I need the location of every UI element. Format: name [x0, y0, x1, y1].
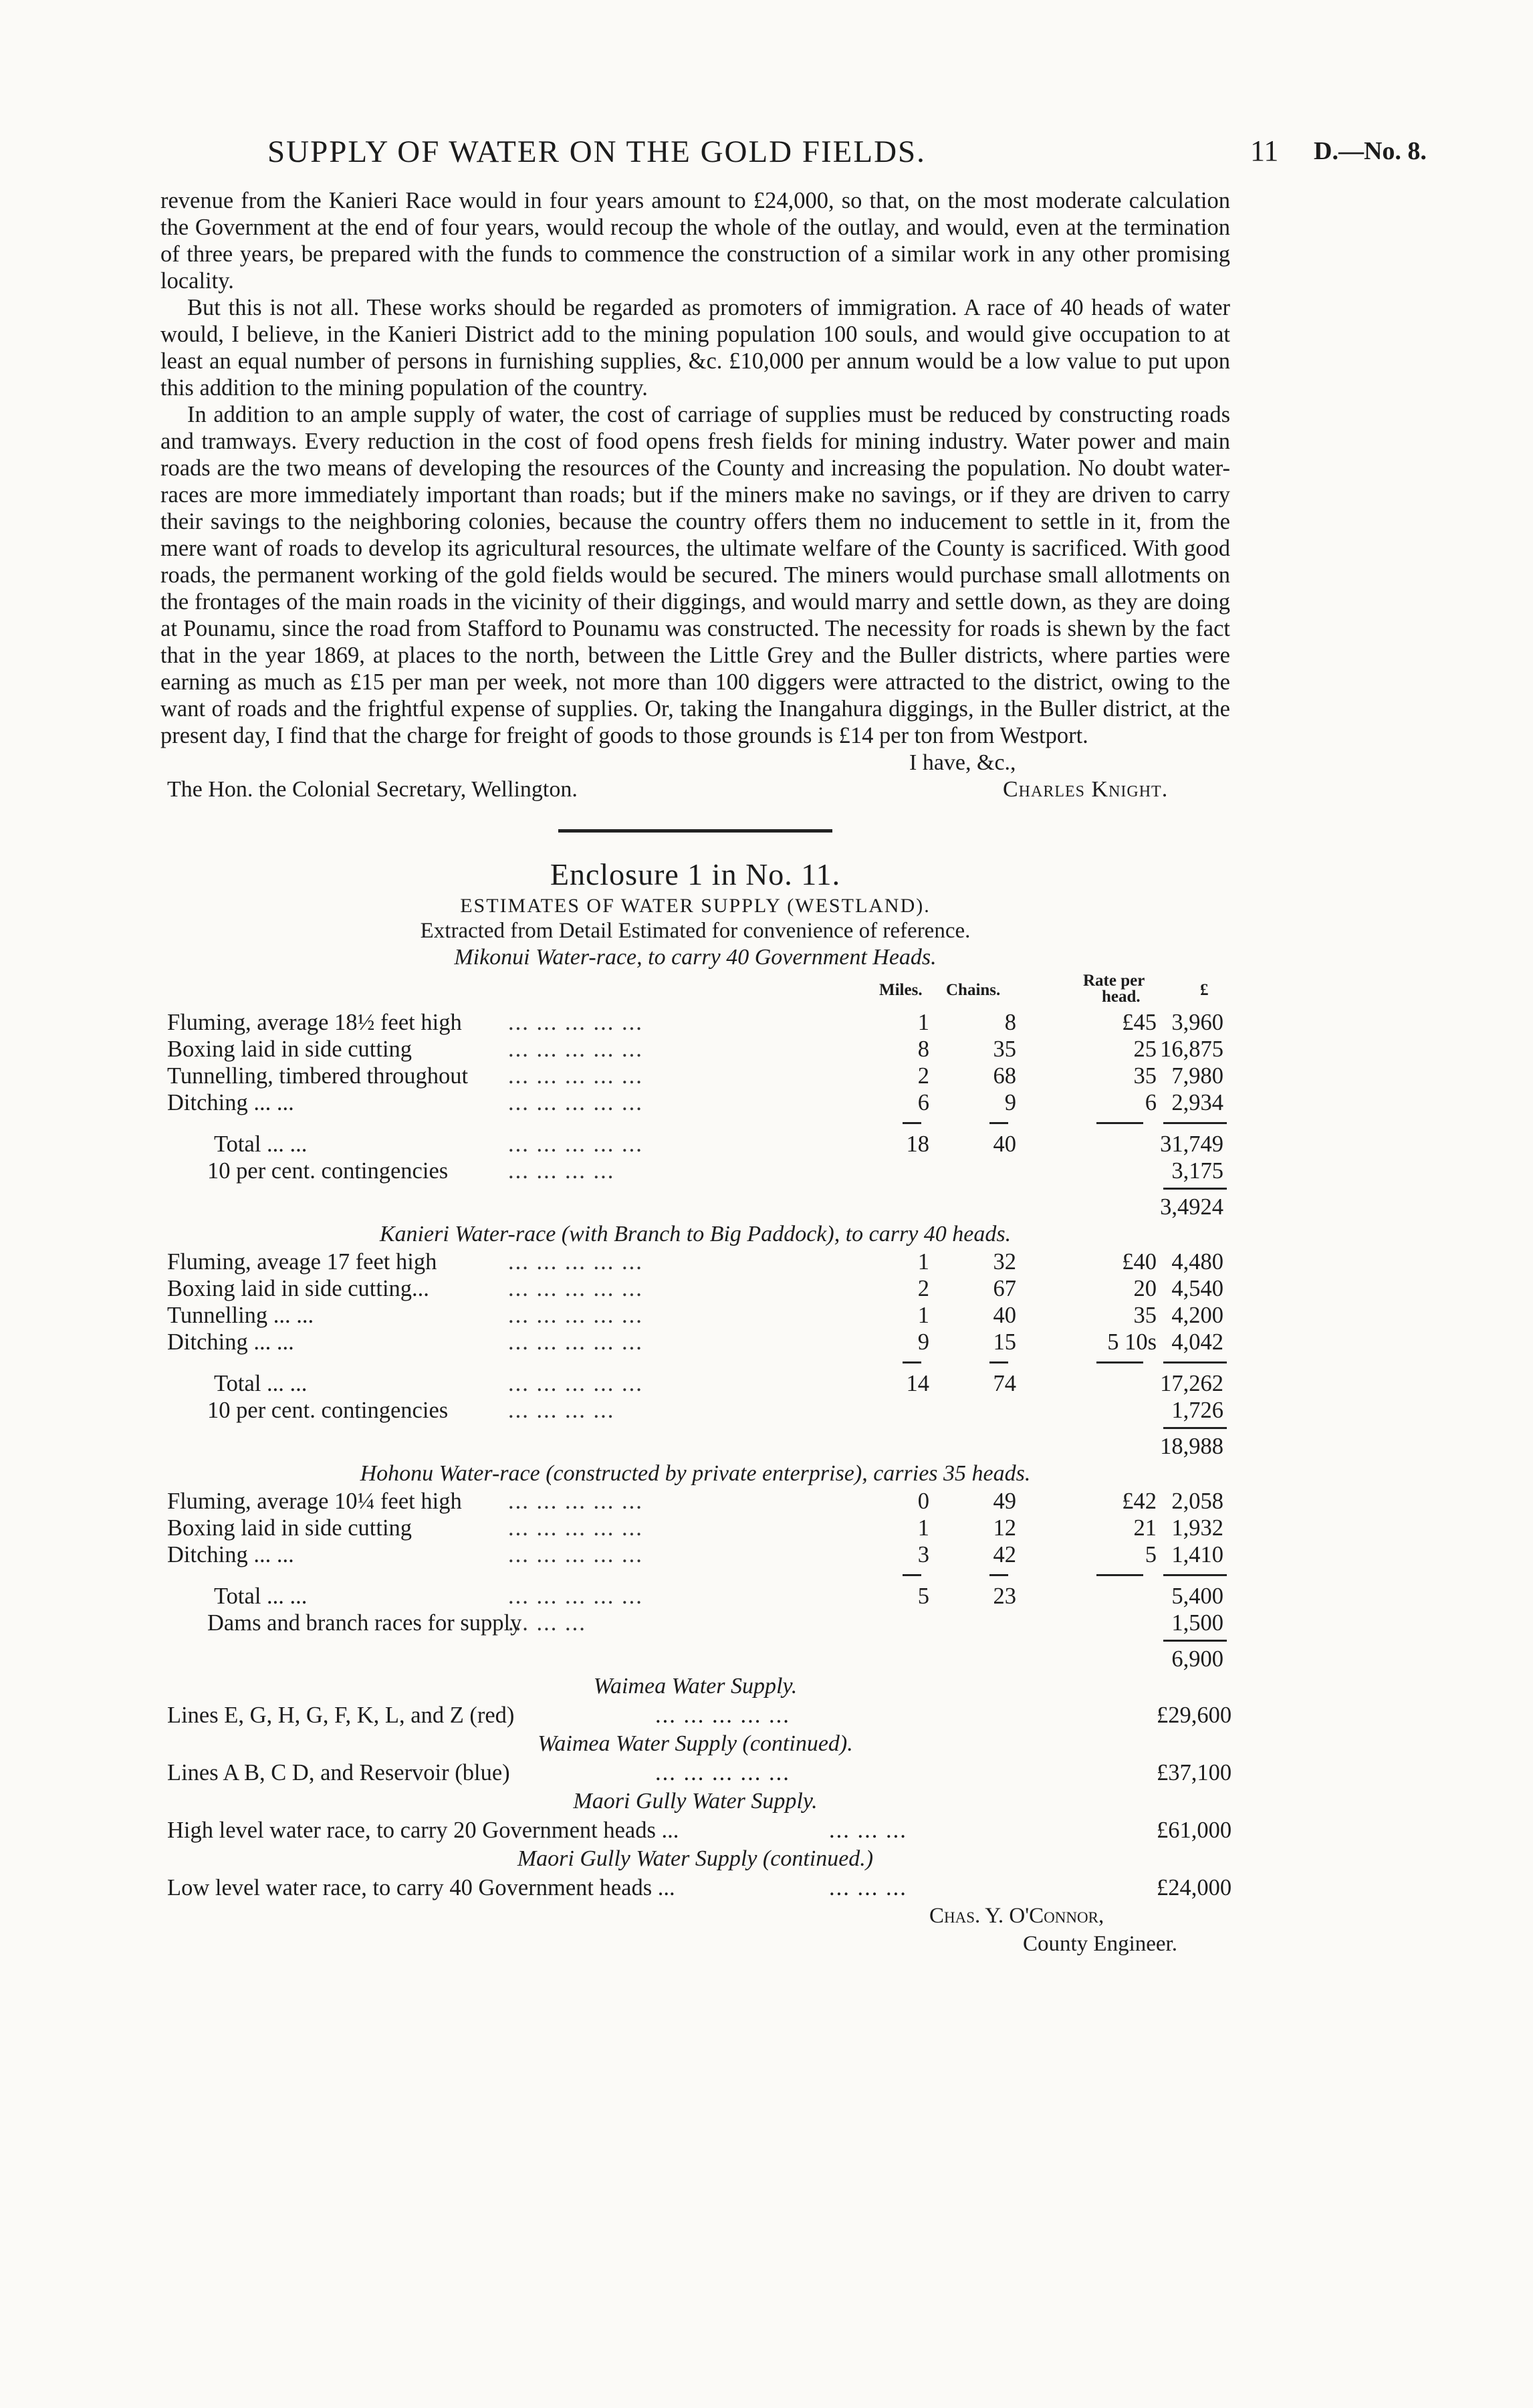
- total-row: [160, 1370, 1230, 1397]
- leader-dots: ... ... ... ... ...: [508, 1515, 643, 1541]
- table-row: [160, 1541, 1230, 1568]
- row-label: Fluming, average 18½ feet high: [167, 1010, 462, 1035]
- supply-line: [160, 1816, 1230, 1845]
- leader-dots: ... ... ... ... ...: [508, 1010, 643, 1035]
- miles-cell: 6: [917, 1090, 929, 1115]
- table-row: [160, 1488, 1230, 1515]
- rate-cell: 35: [1133, 1303, 1157, 1328]
- addressee: The Hon. the Colonial Secretary, Wellington.: [167, 777, 578, 802]
- document-page: [160, 134, 1427, 1964]
- row-label: Boxing laid in side cutting: [167, 1036, 412, 1062]
- chains-cell: 67: [993, 1276, 1016, 1301]
- contingency-label: 10 per cent. contingencies: [207, 1158, 449, 1184]
- miles-cell: 1: [917, 1515, 929, 1541]
- amount-cell: 4,480: [1171, 1249, 1223, 1275]
- page-title: SUPPLY OF WATER ON THE GOLD FIELDS.: [267, 134, 926, 169]
- total-row: [160, 1131, 1230, 1158]
- rate-cell: 35: [1133, 1063, 1157, 1089]
- miles-cell: 8: [917, 1036, 929, 1062]
- row-label: Ditching ... ...: [167, 1090, 294, 1115]
- leader-dots: ... ... ... ... ...: [508, 1090, 643, 1115]
- contingency-amount: 1,500: [1171, 1610, 1223, 1636]
- page-header: [160, 134, 1427, 187]
- miles-cell: 3: [917, 1542, 929, 1567]
- contingency-row: [160, 1397, 1230, 1424]
- leader-dots: ... ... ...: [829, 1875, 907, 1900]
- contingency-row: [160, 1158, 1230, 1184]
- chains-cell: 68: [993, 1063, 1016, 1089]
- miles-cell: 1: [917, 1010, 929, 1035]
- row-label: Fluming, aveage 17 feet high: [167, 1249, 437, 1275]
- leader-dots: ... ... ... ... ...: [508, 1371, 643, 1396]
- leader-dots: ... ... ... ... ...: [655, 1703, 790, 1728]
- chains-cell: 32: [993, 1249, 1016, 1275]
- subtotal-rules: [160, 1116, 1230, 1131]
- signature-title: County Engineer.: [1023, 1932, 1177, 1956]
- chains-cell: 8: [1004, 1010, 1016, 1035]
- col-rate-bottom: head.: [1102, 988, 1141, 1006]
- paragraph: But this is not all. These works should be regarded as promoters of immigration. A race of 40 heads of water would, I believe, in the Kanieri District add to the mining population 100 souls, and would give occupation to at least an equal number of persons in furnishing supplies, &c. £10,000 per annum would be a low value to put upon this addition to the mining population of the country.: [160, 295, 1230, 401]
- section-divider: [558, 829, 832, 833]
- grand-total: 6,900: [1171, 1646, 1223, 1672]
- section-heading: Mikonui Water-race, to carry 40 Government Heads.: [454, 945, 937, 970]
- leader-dots: ... ... ... ... ...: [508, 1489, 643, 1514]
- supply-line: [160, 1758, 1230, 1787]
- enclosure-title: Enclosure 1 in No. 11.: [550, 857, 841, 891]
- contingency-row: [160, 1610, 1230, 1636]
- sum-rule: [160, 1424, 1230, 1433]
- chains-cell: 35: [993, 1036, 1016, 1062]
- chains-cell: 49: [993, 1489, 1016, 1514]
- col-rate-top: Rate per: [1083, 972, 1145, 990]
- supply-label: Low level water race, to carry 40 Government heads ...: [167, 1875, 675, 1900]
- table-row: [160, 1036, 1230, 1063]
- leader-dots: ... ... ... ... ...: [508, 1036, 643, 1062]
- leader-dots: ... ... ...: [829, 1818, 907, 1843]
- rate-cell: 21: [1133, 1515, 1157, 1541]
- amount-cell: 2,934: [1171, 1090, 1223, 1115]
- table-row: [160, 1248, 1230, 1275]
- rate-cell: 6: [1145, 1090, 1157, 1115]
- enclosure-note: Extracted from Detail Estimated for convenience of reference.: [420, 919, 971, 943]
- page-number: 11: [1250, 134, 1279, 167]
- total-label: Total ... ...: [214, 1371, 308, 1396]
- row-label: Tunnelling ... ...: [167, 1303, 314, 1328]
- leader-dots: ... ... ... ... ...: [508, 1249, 643, 1275]
- chains-cell: 42: [993, 1542, 1016, 1567]
- row-label: Boxing laid in side cutting: [167, 1515, 412, 1541]
- miles-cell: 1: [917, 1249, 929, 1275]
- amount-cell: 4,200: [1171, 1303, 1223, 1328]
- contingency-amount: 3,175: [1171, 1158, 1223, 1184]
- total-miles: 18: [906, 1131, 929, 1157]
- row-label: Ditching ... ...: [167, 1329, 294, 1355]
- table-row: [160, 1329, 1230, 1355]
- leader-dots: ... ... ... ... ...: [655, 1760, 790, 1785]
- total-chains: 40: [993, 1131, 1016, 1157]
- miles-cell: 2: [917, 1276, 929, 1301]
- grand-total: 3,4924: [1160, 1194, 1223, 1220]
- rate-cell: 20: [1133, 1276, 1157, 1301]
- miles-cell: 0: [917, 1489, 929, 1514]
- rate-cell: £45: [1122, 1010, 1157, 1035]
- leader-dots: ... ... ... ... ...: [508, 1329, 643, 1355]
- total-amount: 17,262: [1160, 1371, 1223, 1396]
- rate-cell: £40: [1122, 1249, 1157, 1275]
- paragraph: In addition to an ample supply of water, the cost of carriage of supplies must be reduced by constructing roads and tramways. Every reduction in the cost of food opens fresh fields for mining industry. Water power and main roads are the two means of developing the resources of the County and increasing the population. No doubt water-races are more immediately important than roads; but if the miners make no savings, or if they are driven to carry their savings to the neighboring colonies, because the country offers them no inducement to settle in it, from the mere want of roads to develop its agricultural resources, the ultimate welfare of the County is sacrificed. With good roads, the permanent working of the gold fields would be secured. The miners would purchase small allotments on the frontages of the main roads in the vicinity of their diggings, and would marry and settle down, as they are doing at Pounamu, since the road from Stafford to Pounamu was constructed. The necessity for roads is shewn by the fact that in the year 1869, at places to the north, between the Little Grey and the Buller districts, where parties were earning as much as £15 per man per week, not more than 100 diggers were attracted to the district, owing to the want of roads and the frightful expense of supplies. Or, taking the Inangahura diggings, in the Buller district, at the present day, I find that the charge for freight of goods to those grounds is £14 per ton from Westport.: [160, 402, 1230, 748]
- total-amount: 31,749: [1160, 1131, 1223, 1157]
- leader-dots: ... ... ... ... ...: [508, 1303, 643, 1328]
- chains-cell: 15: [993, 1329, 1016, 1355]
- rate-cell: 5 10s: [1107, 1329, 1157, 1355]
- amount-cell: 4,042: [1171, 1329, 1223, 1355]
- miles-cell: 1: [917, 1303, 929, 1328]
- chains-cell: 12: [993, 1515, 1016, 1541]
- table-row: [160, 1009, 1230, 1036]
- section-heading: Maori Gully Water Supply (continued.): [517, 1846, 874, 1871]
- row-label: Boxing laid in side cutting...: [167, 1276, 429, 1301]
- rate-cell: 25: [1133, 1036, 1157, 1062]
- col-miles: Miles.: [879, 981, 923, 999]
- section-heading: Waimea Water Supply (continued).: [538, 1731, 853, 1756]
- total-row: [160, 1583, 1230, 1610]
- sum-rule: [160, 1636, 1230, 1646]
- total-miles: 14: [906, 1371, 929, 1396]
- row-label: Ditching ... ...: [167, 1542, 294, 1567]
- table-row: [160, 1515, 1230, 1541]
- supply-line: [160, 1701, 1230, 1730]
- leader-dots: ... ... ... ...: [508, 1398, 615, 1423]
- total-label: Total ... ...: [214, 1131, 308, 1157]
- contingency-amount: 1,726: [1171, 1398, 1223, 1423]
- supply-amount: £37,100: [1157, 1760, 1232, 1785]
- letter-closing: [160, 749, 1230, 804]
- contingency-label: 10 per cent. contingencies: [207, 1398, 449, 1423]
- engineer-signature: [160, 1902, 1230, 1964]
- amount-cell: 7,980: [1171, 1063, 1223, 1089]
- sum-rule: [160, 1184, 1230, 1194]
- subtotal-rules: [160, 1568, 1230, 1583]
- amount-cell: 1,932: [1171, 1515, 1223, 1541]
- row-label: Tunnelling, timbered throughout: [167, 1063, 469, 1089]
- section-heading: Waimea Water Supply.: [593, 1674, 798, 1699]
- section-heading: Hohonu Water-race (constructed by private enterprise), carries 35 heads.: [360, 1461, 1031, 1486]
- chains-cell: 9: [1004, 1090, 1016, 1115]
- grand-total-row: [160, 1433, 1230, 1460]
- section-heading: Maori Gully Water Supply.: [573, 1789, 818, 1814]
- leader-dots: ... ... ... ... ...: [508, 1131, 643, 1157]
- enclosure-subtitle: ESTIMATES OF WATER SUPPLY (WESTLAND).: [460, 895, 931, 917]
- supply-amount: £29,600: [1157, 1703, 1232, 1728]
- supply-label: High level water race, to carry 20 Government heads ...: [167, 1818, 679, 1843]
- leader-dots: ... ... ... ... ...: [508, 1583, 643, 1609]
- amount-cell: 16,875: [1160, 1036, 1223, 1062]
- col-pound: £: [1200, 981, 1209, 999]
- grand-total: 18,988: [1160, 1434, 1223, 1459]
- supply-line: [160, 1873, 1230, 1902]
- leader-dots: ... ... ... ...: [508, 1158, 615, 1184]
- grand-total-row: [160, 1194, 1230, 1220]
- column-headers: [160, 972, 1230, 1009]
- total-miles: 5: [917, 1583, 929, 1609]
- amount-cell: 1,410: [1171, 1542, 1223, 1567]
- paragraph: revenue from the Kanieri Race would in four years amount to £24,000, so that, on the most moderate calculation the Government at the end of four years, would recoup the whole of the outlay, and would, even at the termination of three years, be prepared with the funds to commence the construction of a similar work in any other promising locality.: [160, 188, 1230, 294]
- table-row: [160, 1089, 1230, 1116]
- miles-cell: 2: [917, 1063, 929, 1089]
- supply-label: Lines E, G, H, G, F, K, L, and Z (red): [167, 1703, 515, 1728]
- chains-cell: 40: [993, 1303, 1016, 1328]
- amount-cell: 2,058: [1171, 1489, 1223, 1514]
- section-heading: Kanieri Water-race (with Branch to Big Paddock), to carry 40 heads.: [379, 1222, 1012, 1246]
- signature-name: Chas. Y. O'Connor,: [929, 1904, 1104, 1928]
- amount-cell: 3,960: [1171, 1010, 1223, 1035]
- rate-cell: £42: [1122, 1489, 1157, 1514]
- total-chains: 74: [993, 1371, 1016, 1396]
- supply-amount: £24,000: [1157, 1875, 1232, 1900]
- leader-dots: ... ... ... ... ...: [508, 1542, 643, 1567]
- miles-cell: 9: [917, 1329, 929, 1355]
- amount-cell: 4,540: [1171, 1276, 1223, 1301]
- document-code: D.—No. 8.: [1314, 137, 1427, 165]
- row-label: Fluming, average 10¼ feet high: [167, 1489, 462, 1514]
- letter-body: [160, 187, 1230, 749]
- signature: Charles Knight.: [1003, 777, 1169, 802]
- subtotal-rules: [160, 1355, 1230, 1370]
- table-row: [160, 1063, 1230, 1089]
- closing-phrase: I have, &c.,: [909, 750, 1016, 775]
- total-amount: 5,400: [1171, 1583, 1223, 1609]
- leader-dots: ... ... ...: [508, 1610, 586, 1636]
- rate-cell: 5: [1145, 1542, 1157, 1567]
- table-row: [160, 1302, 1230, 1329]
- contingency-label: Dams and branch races for supply: [207, 1610, 522, 1636]
- total-label: Total ... ...: [214, 1583, 308, 1609]
- total-chains: 23: [993, 1583, 1016, 1609]
- grand-total-row: [160, 1646, 1230, 1672]
- table-row: [160, 1275, 1230, 1302]
- supply-label: Lines A B, C D, and Reservoir (blue): [167, 1760, 510, 1785]
- col-chains: Chains.: [946, 981, 1001, 999]
- leader-dots: ... ... ... ... ...: [508, 1276, 643, 1301]
- supply-amount: £61,000: [1157, 1818, 1232, 1843]
- leader-dots: ... ... ... ... ...: [508, 1063, 643, 1089]
